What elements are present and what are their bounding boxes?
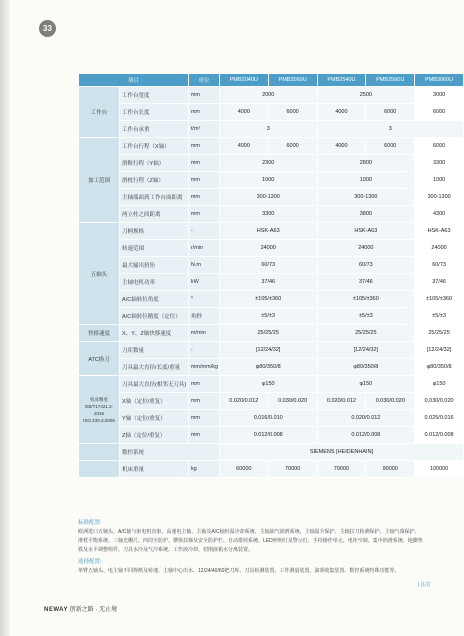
row-unit: mm (188, 87, 219, 104)
table-row (79, 291, 464, 308)
row-value: 0.020/0.012 (317, 410, 415, 427)
row-value: 6000 (268, 138, 317, 155)
row-unit: mm (188, 104, 219, 121)
header-item: 项目 (79, 74, 189, 87)
table-row (79, 342, 464, 359)
row-unit: mm (188, 206, 219, 223)
row-item: 主轴电机功率 (120, 274, 189, 291)
corner-tag: | 法若 (418, 582, 431, 588)
row-value: HSK-A63 (415, 223, 464, 240)
row-value: 24000 (317, 240, 415, 257)
row-unit: mm (188, 155, 219, 172)
row-value: 90000 (366, 461, 415, 478)
row-unit: mm (188, 189, 219, 206)
table-row (79, 223, 464, 240)
row-value: 0.016/0.010 (219, 410, 317, 427)
row-value: 3 (219, 121, 317, 138)
table-row (79, 410, 464, 427)
row-value: 300-1300 (415, 189, 464, 206)
page-number-badge: 33 (39, 20, 56, 37)
optional-config-text: 单臂五轴头、电主轴不同规格及转速、主轴中心出水、12/24/40/60把刀库、刀具检测装置、工件测量装置、油雾收集装置、数控系统特殊功能等。 (78, 568, 400, 574)
table-row (79, 427, 464, 444)
table-row (79, 87, 464, 104)
row-value: [12/24/32] (317, 342, 415, 359)
row-unit: mm (188, 138, 219, 155)
table-header-row (79, 74, 464, 87)
row-unit: 角秒 (188, 308, 219, 325)
row-unit: kg (188, 461, 219, 478)
row-value: 1000 (415, 172, 464, 189)
row-value: 0.012/0.008 (317, 427, 415, 444)
group-label-spindle: 五轴头 (79, 223, 120, 325)
row-value: 4000 (317, 138, 366, 155)
row-unit: mm/mm/kg (188, 359, 219, 376)
row-unit: ° (188, 291, 219, 308)
row-value: 0.030/0.020 (415, 393, 464, 410)
brand-logo-text: NEWAY (44, 607, 68, 613)
row-value: SIEMENS [HEIDENHAIN] (219, 444, 463, 461)
row-unit: r/min (188, 240, 219, 257)
row-item: 工作台行程（X轴） (120, 138, 189, 155)
row-value: ±105/±360 (219, 291, 317, 308)
row-value: 60/73 (317, 257, 415, 274)
row-unit: mm (188, 427, 219, 444)
row-item: X轴（定位/重复） (120, 393, 189, 410)
header-model: PMB2560U (366, 74, 415, 87)
row-value: 0.030/0.020 (268, 393, 317, 410)
row-unit: mm (188, 172, 219, 189)
row-value: 4000 (219, 104, 268, 121)
row-value: φ150 (317, 376, 415, 393)
header-model: PMB2060U (268, 74, 317, 87)
row-value: 2000 (219, 87, 317, 104)
row-item: 刀柄规格 (120, 223, 189, 240)
row-value: 4300 (415, 206, 464, 223)
row-value: ±105/±360 (415, 291, 464, 308)
table-row (79, 257, 464, 274)
row-unit: - (188, 223, 219, 240)
group-label-atc: ATC换刀 (79, 342, 120, 376)
row-value: ±5/±3 (317, 308, 415, 325)
group-label-rapid: 快移速度 (79, 325, 120, 342)
footer-brand (44, 604, 117, 613)
row-value: 24000 (415, 240, 464, 257)
row-item: 数控系统 (120, 444, 220, 461)
row-value: 37/46 (219, 274, 317, 291)
row-value: 2300 (219, 155, 317, 172)
row-item: 刀具最大直径/长度/重量 (120, 359, 189, 376)
row-value: 0.012/0.008 (219, 427, 317, 444)
row-value: 0.020/0.012 (317, 393, 366, 410)
row-item: 滑枕行程（Z轴） (120, 172, 189, 189)
row-value: 100000 (415, 461, 464, 478)
row-value: 37/46 (317, 274, 415, 291)
standard-config-text: 欧洲进口五轴头、A/C轴与驱电机直驱、高速电主轴、主轴及A/C轴恒温冷却系统、主轴油气润滑系统、主轴温升保护、主轴拉刀检测保护、主轴气幕保护、滑枕平衡系统、三轴光栅尺、四周全防护、横梁扶梯及安全防护栏、自动排屑系统、LED照明灯及警示灯、手持操作单元、电柜空调、集中润滑系统、地脚垫铁及水平调整组件、刀具水冷及气冷系统、工作液冷却、切削液箱水分离装置。 (78, 529, 423, 553)
row-item: 工作台宽度 (120, 87, 189, 104)
table-row (79, 240, 464, 257)
row-item: Z轴（定位/重复） (120, 427, 189, 444)
page-binding-edge (0, 0, 10, 636)
row-unit: mm (188, 393, 219, 410)
table-row (79, 461, 464, 478)
row-value: φ80/350/8 (317, 359, 415, 376)
table-row (79, 325, 464, 342)
row-value: φ150 (219, 376, 317, 393)
row-unit: m/min (188, 325, 219, 342)
row-value: 70000 (268, 461, 317, 478)
table-row (79, 155, 464, 172)
row-item: 主轴端面到工作台面距离 (120, 189, 189, 206)
row-unit: mm (188, 376, 219, 393)
group-label-worktable: 工作台 (79, 87, 120, 138)
row-value: 3800 (317, 206, 415, 223)
row-value: 4000 (219, 138, 268, 155)
row-value: ±105/±360 (317, 291, 415, 308)
row-value: φ80/350/8 (219, 359, 317, 376)
row-value: 6000 (268, 104, 317, 121)
row-item: 机床重量 (120, 461, 189, 478)
row-unit: - (188, 342, 219, 359)
row-value: ±5/±3 (415, 308, 464, 325)
table-row (79, 393, 464, 410)
row-value: 1000 (219, 172, 317, 189)
row-value: 3000 (415, 87, 464, 104)
table-row (79, 121, 464, 138)
row-value: 0.020/0.012 (219, 393, 268, 410)
row-value: 6000 (366, 104, 415, 121)
spec-table (78, 73, 464, 478)
row-item: A/C轴转位精度（定位） (120, 308, 189, 325)
notes-section (78, 519, 423, 576)
row-value: 0.025/0.016 (415, 410, 464, 427)
row-item: A/C轴转位角度 (120, 291, 189, 308)
row-value: ±5/±3 (219, 308, 317, 325)
table-row (79, 206, 464, 223)
table-row (79, 172, 464, 189)
row-unit: kW (188, 274, 219, 291)
row-item: 最大输出扭矩 (120, 257, 189, 274)
table-row (79, 138, 464, 155)
table-row (79, 444, 464, 461)
table-row (79, 308, 464, 325)
header-model: PMB3060U (415, 74, 464, 87)
row-item: 两立柱之间距离 (120, 206, 189, 223)
header-model: PMB2540U (317, 74, 366, 87)
row-value: 4000 (317, 104, 366, 121)
row-value: φ80/350/8 (415, 359, 464, 376)
row-value: 300-1300 (317, 189, 415, 206)
row-value: φ150 (415, 376, 464, 393)
row-value: 37/46 (415, 274, 464, 291)
row-value: 25/25/25 (317, 325, 415, 342)
table-row (79, 359, 464, 376)
header-unit: 单位 (188, 74, 219, 87)
row-value: 25/25/25 (415, 325, 464, 342)
row-value: 3 (317, 121, 463, 138)
row-value: HSK-A63 (317, 223, 415, 240)
row-value: 60/73 (415, 257, 464, 274)
row-value: 2800 (317, 155, 415, 172)
row-value: 0.030/0.020 (366, 393, 415, 410)
row-item: 转速范围 (120, 240, 189, 257)
row-value: 1000 (317, 172, 415, 189)
header-model: PMB2040U (219, 74, 268, 87)
row-unit: mm (188, 410, 219, 427)
table-row (79, 376, 464, 393)
row-value: 25/25/25 (219, 325, 317, 342)
table-row (79, 104, 464, 121)
row-value: 6000 (415, 104, 464, 121)
row-value: HSK-A63 (219, 223, 317, 240)
group-label-machining: 加工范围 (79, 138, 120, 223)
standard-config-title: 标准配置: (78, 520, 102, 526)
row-item: Y轴（定位/重复） (120, 410, 189, 427)
row-value: [12/24/32] (415, 342, 464, 359)
group-label-empty (79, 444, 120, 461)
row-value: 300-1300 (219, 189, 317, 206)
row-value: [12/24/32] (219, 342, 317, 359)
optional-config-title: 选择配置: (78, 559, 102, 565)
brand-slogan: 创新之路 · 无止境 (69, 607, 117, 613)
row-value: 6000 (366, 138, 415, 155)
row-value: 70000 (317, 461, 366, 478)
row-item: 工作台长度 (120, 104, 189, 121)
row-value: 60000 (219, 461, 268, 478)
row-value: 0.012/0.008 (415, 427, 464, 444)
row-item: X、Y、Z轴快移速度 (120, 325, 189, 342)
row-value: 6000 (415, 138, 464, 155)
row-value: 3300 (219, 206, 317, 223)
row-item: 工作台承重 (120, 121, 189, 138)
row-value: 60/73 (219, 257, 317, 274)
row-value: 24000 (219, 240, 317, 257)
row-value: 2500 (317, 87, 415, 104)
table-row (79, 189, 464, 206)
row-item: 刀库数量 (120, 342, 189, 359)
row-item: 滑鞍行程（Y轴） (120, 155, 189, 172)
row-unit: N.m (188, 257, 219, 274)
row-item: 刀具最大直径(相邻无刀具) (120, 376, 189, 393)
group-label-empty (79, 461, 120, 478)
group-label-accuracy: 机床精度 GB/T17421.2-2016 ISO 230-2:2006 (79, 376, 120, 444)
row-unit: t/m² (188, 121, 219, 138)
row-value: 3300 (415, 155, 464, 172)
table-row (79, 274, 464, 291)
